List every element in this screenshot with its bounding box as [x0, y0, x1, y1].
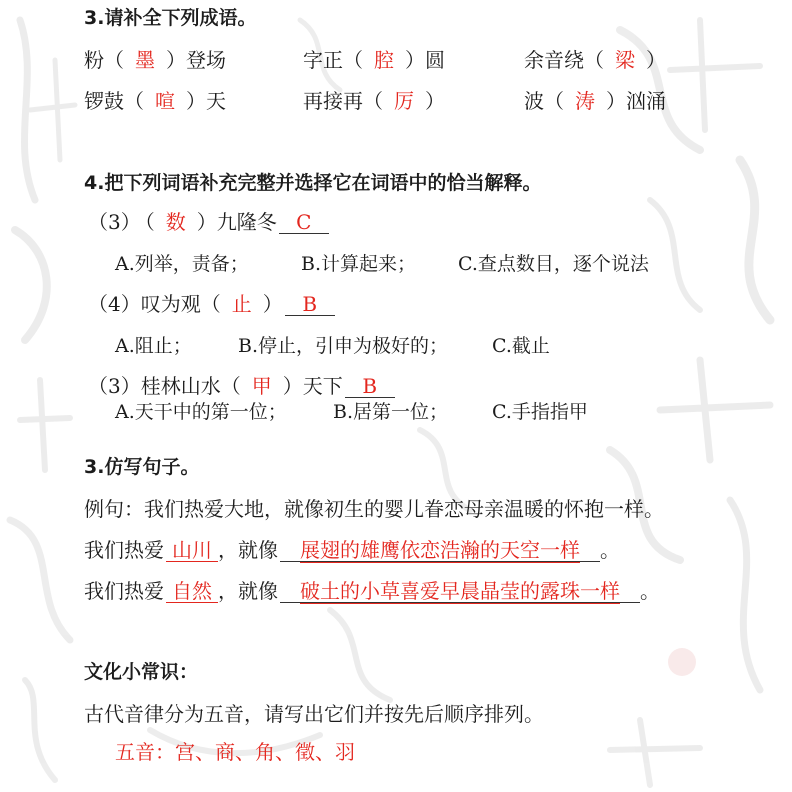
- option-b: B.居第一位；: [333, 401, 449, 423]
- example-sentence: 例句：我们热爱大地，就像初生的婴儿眷恋母亲温暖的怀抱一样。: [84, 497, 664, 521]
- choose-item: [88, 374, 395, 398]
- item-after: ）: [262, 292, 283, 316]
- item-number: （3）: [88, 210, 141, 234]
- idiom-before: 锣鼓（: [84, 89, 144, 113]
- imitate-answer: [84, 579, 660, 603]
- comparison-text: 破土的小草喜爱早晨晶莹的露珠一样: [300, 579, 620, 603]
- sentence-middle: ，就像: [218, 579, 278, 603]
- choice-blank: [345, 376, 395, 398]
- item-before: （: [144, 210, 155, 234]
- choice-answer: C: [296, 210, 312, 234]
- culture-title: 文化小常识：: [84, 661, 199, 683]
- culture-question: 古代音律分为五音，请写出它们并按先后顺序排列。: [84, 702, 544, 726]
- choice-answer: B: [362, 374, 378, 398]
- imitate-answer: [84, 538, 620, 562]
- option-b: B.计算起来；: [301, 253, 417, 275]
- option-a: A.列举，责备；: [115, 253, 249, 275]
- sentence-end: 。: [640, 579, 660, 603]
- option-c: C.截止: [492, 335, 550, 357]
- imitate-title: 3.仿写句子。: [84, 456, 200, 478]
- choice-blank: [285, 294, 335, 316]
- idiom-after: ）圆: [405, 48, 445, 72]
- sentence-prefix: 我们热爱: [84, 538, 164, 562]
- idiom-after: ）: [646, 48, 666, 72]
- idiom-after: ）: [425, 89, 445, 113]
- idiom-answer: 厉: [394, 89, 414, 113]
- item-answer: 数: [165, 210, 186, 234]
- idiom-before: 字正（: [303, 48, 363, 72]
- sentence-middle: ，就像: [218, 538, 278, 562]
- sentence-end: 。: [600, 538, 620, 562]
- culture-answer: 五音：宫、商、角、徵、羽: [115, 740, 355, 764]
- idioms-title: 3.请补全下列成语。: [84, 7, 257, 29]
- idiom-answer: 涛: [575, 89, 595, 113]
- option-c: C.查点数目，逐个说法: [458, 253, 649, 275]
- answer-blank-object: 山川: [166, 540, 218, 562]
- idiom-answer: 喧: [155, 89, 175, 113]
- idiom-item: [524, 48, 666, 72]
- item-answer: 甲: [251, 374, 272, 398]
- choose-item: [88, 210, 329, 234]
- option-c: C.手指指甲: [492, 401, 588, 423]
- item-number: （3）: [88, 374, 141, 398]
- answer-blank-object: 自然: [166, 581, 218, 603]
- option-b: B.停止，引申为极好的；: [238, 335, 449, 357]
- item-before: 叹为观（: [140, 292, 221, 316]
- sentence-prefix: 我们热爱: [84, 579, 164, 603]
- comparison-text: 展翅的雄鹰依恋浩瀚的天空一样: [300, 538, 580, 562]
- idiom-answer: 腔: [374, 48, 394, 72]
- idiom-before: 再接再（: [303, 89, 383, 113]
- idiom-item: [303, 89, 445, 113]
- answer-blank-comparison: [280, 581, 640, 603]
- item-after: ）天下: [282, 374, 343, 398]
- item-after: ）九隆冬: [196, 210, 277, 234]
- idiom-before: 粉（: [84, 48, 124, 72]
- choice-blank: [279, 212, 329, 234]
- choice-answer: B: [302, 292, 318, 316]
- idiom-before: 余音绕（: [524, 48, 604, 72]
- item-answer: 止: [231, 292, 252, 316]
- idiom-after: ）天: [186, 89, 226, 113]
- item-before: 桂林山水（: [140, 374, 241, 398]
- idiom-item: [524, 89, 666, 113]
- item-number: （4）: [88, 292, 141, 316]
- idiom-answer: 梁: [615, 48, 635, 72]
- option-a: A.阻止；: [115, 335, 192, 357]
- option-a: A.天干中的第一位；: [115, 401, 287, 423]
- idiom-item: [84, 48, 226, 72]
- idiom-item: [84, 89, 226, 113]
- choose-item: [88, 292, 335, 316]
- idiom-item: [303, 48, 445, 72]
- choose-title: 4.把下列词语补充完整并选择它在词语中的恰当解释。: [84, 172, 542, 194]
- idiom-after: ）汹涌: [606, 89, 666, 113]
- idiom-answer: 墨: [135, 48, 155, 72]
- answer-blank-comparison: [280, 540, 600, 562]
- idiom-before: 波（: [524, 89, 564, 113]
- idiom-after: ）登场: [166, 48, 226, 72]
